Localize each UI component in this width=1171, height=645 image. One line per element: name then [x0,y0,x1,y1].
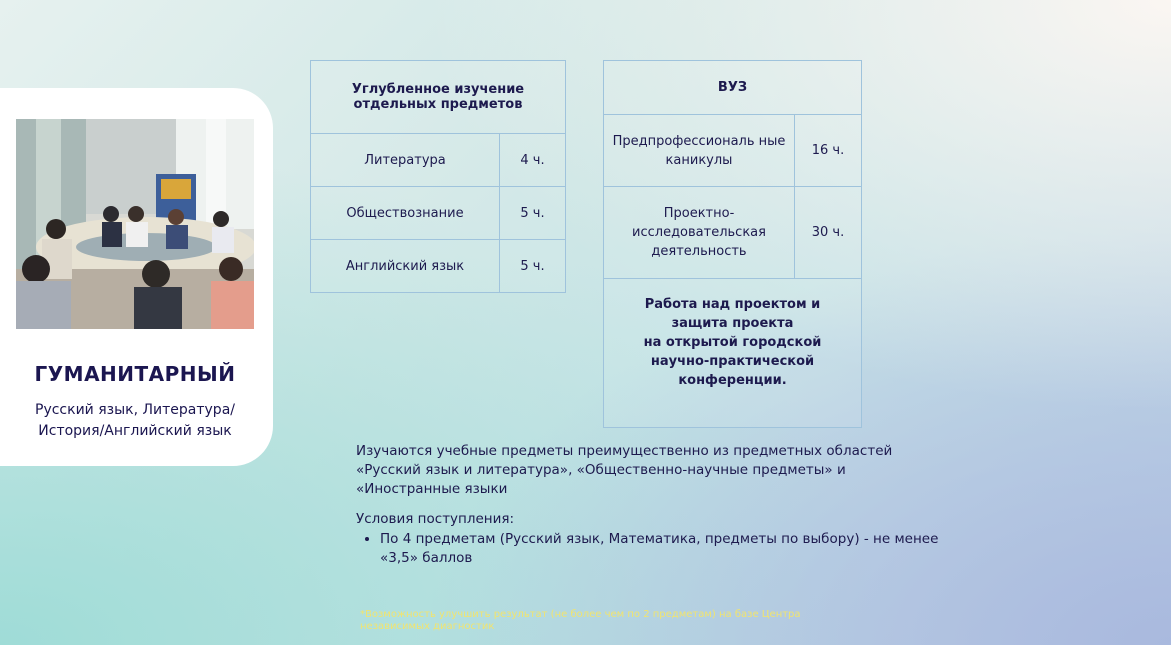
table-row [311,187,566,240]
profile-subjects [0,400,270,442]
description-line: «Русский язык и литература», «Общественно-научные предметы» и [356,462,846,478]
hours-cell: 16 ч. [795,115,862,187]
description-line: «Иностранные языки [356,481,508,497]
subject-cell: Обществознание [311,187,500,240]
in-depth-header [311,61,566,134]
university-table [603,60,862,428]
hours-cell: 5 ч. [500,187,566,240]
project-text-line: научно-практической [650,354,815,369]
classroom-photo [16,119,254,329]
table-row [604,187,862,279]
admission-list [356,530,960,568]
project-text-line: конференции. [678,373,787,388]
project-text-line: защита проекта [671,316,794,331]
description-line: Изучаются учебные предметы преимущественно из предметных областей [356,443,893,459]
in-depth-header-text: Углубленное изучение отдельных предметов [351,82,525,112]
footnote-line: *Возможность улучшить результат (не более чем по 2 предметам) на базе Центра [360,609,801,620]
university-header: ВУЗ [604,61,862,115]
profile-subjects-line: История/Английский язык [38,423,232,439]
subject-cell: Литература [311,134,500,187]
table-row [604,115,862,187]
table-row [311,240,566,293]
activity-cell: Проектно-исследовательская деятельность [604,187,795,279]
footnote [360,609,920,633]
profile-title: ГУМАНИТАРНЫЙ [34,362,236,386]
admission-item: • По 4 предметам (Русский язык, Математика, предметы по выбору) - не менее «3,5» баллов [380,530,960,568]
admission-title: Условия поступления: [356,511,515,527]
profile-description [356,442,936,499]
activity-cell: Предпрофессиональ ные каникулы [604,115,795,187]
in-depth-subjects-table [310,60,566,293]
subject-cell: Английский язык [311,240,500,293]
table-row [311,134,566,187]
hours-cell: 4 ч. [500,134,566,187]
project-cell [604,279,862,428]
project-text-line: на открытой городской [643,335,822,350]
hours-cell: 5 ч. [500,240,566,293]
profile-subjects-line: Русский язык, Литература/ [35,402,235,418]
profile-card [0,88,273,466]
project-text-line: Работа над проектом и [644,297,821,312]
hours-cell: 30 ч. [795,187,862,279]
footnote-line: независимых диагностик [360,621,495,632]
